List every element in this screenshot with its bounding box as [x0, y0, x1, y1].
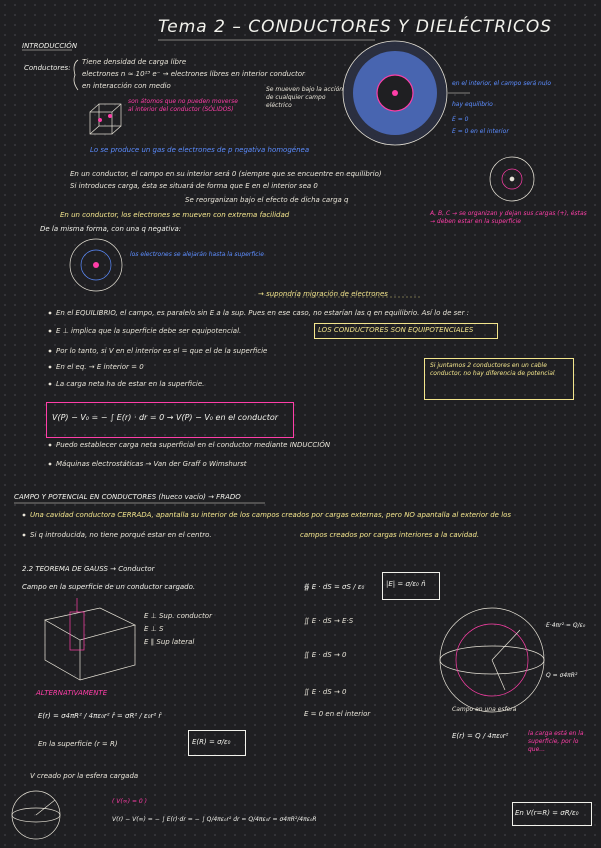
- prop-line: Máquinas electrostáticas → Van der Graff o Wimshurst: [56, 460, 247, 468]
- pink-right-note: A, B, C → se organizan y dejan sus cargas (+), éstas → deben estar en la superficie: [430, 210, 587, 225]
- side-note: en el interior, el campo será nulo: [452, 80, 551, 87]
- brace: [74, 60, 78, 90]
- v-box-formula: En V(r=R) = σR/ε₀: [515, 809, 579, 817]
- intro-note-right: Se mueven bajo la acción de cualquier campo eléctrico: [266, 86, 344, 109]
- campo-line: campos creados por cargas interiores a la cavidad.: [300, 531, 480, 539]
- campo-line: Una cavidad conductora CERRADA, apantalla su interior de los campos creados por cargas externas, pero NO apantalla al exterior de los: [30, 511, 512, 519]
- side-note: E = 0 en el interior: [452, 128, 509, 135]
- side-note: E = 0: [452, 116, 469, 123]
- alt-formula: E(r) = σ4πR² / 4πε₀r² r̂ = σR² / ε₀r² r̂: [38, 712, 162, 720]
- equipotential-text: LOS CONDUCTORES SON EQUIPOTENCIALES: [318, 326, 474, 334]
- sphere-formula: E·4πr² = Q/ε₀: [546, 622, 586, 629]
- conductores-label: Conductores:: [24, 64, 71, 72]
- intro-line: electrones n ≈ 10²³ e⁻ → electrones libres en interior conductor: [82, 70, 305, 78]
- v-inf: ( V(∞) = 0 ): [112, 798, 147, 805]
- eq-line: En un conductor, los electrones se mueven con extrema facilidad: [60, 211, 290, 219]
- e-field-formula: |E| = σ/ε₀ n̂: [386, 580, 426, 588]
- intro-line: en interacción con medio: [82, 82, 171, 90]
- gauss-heading: 2.2 TEOREMA DE GAUSS → Conductor: [22, 565, 155, 573]
- alt-heading: ALTERNATIVAMENTE: [36, 689, 108, 697]
- prop-line: E ⊥ implica que la superficie debe ser equipotencial.: [56, 327, 242, 335]
- migration-note: → supondría migración de electrones: [258, 290, 388, 298]
- eq-line: De la misma forma, con una q negativa:: [40, 225, 182, 233]
- formula: V(P) − V₀ = − ∫ E(r) · dr = 0 → V(P) − V₀ en el conductor: [52, 413, 279, 422]
- intro-heading: INTRODUCCIÓN: [22, 42, 78, 50]
- v-heading: V creado por la esfera cargada: [30, 772, 139, 780]
- sphere-bottom-sketch: [12, 791, 60, 839]
- gauss-formula: ∬ E · dS → E·S: [304, 617, 354, 625]
- gauss-sphere-sketch: [440, 608, 544, 712]
- er-formula: E(r) = Q / 4πε₀r²: [452, 732, 509, 740]
- prop-line: En el EQUILIBRIO, el campo, es paralelo sin E a la sup. Pues en ese caso, no estarían las q en equilibrio. Así lo de ser :: [56, 309, 470, 317]
- campo-esfera-label: Campo en una esfera: [452, 706, 517, 713]
- gauss-formula: ∬ E · dS → 0: [304, 688, 347, 696]
- side-note: hay equilibrio: [452, 101, 493, 108]
- gauss-formula: ∯ E · dS = σS / ε₀: [304, 583, 365, 591]
- pink-note: la carga está en la superficie, por lo que...: [528, 730, 584, 753]
- gauss-prop: E ⊥ S: [144, 625, 164, 633]
- campo-heading: CAMPO Y POTENCIAL EN CONDUCTORES (hueco vacío) → FRADO: [14, 493, 241, 501]
- eq-line: Si introduces carga, ésta se situará de forma que E en el interior sea 0: [70, 182, 318, 190]
- alt-box-formula: E(R) = σ/ε₀: [192, 738, 231, 746]
- charged-sphere-figure: [343, 41, 470, 145]
- gauss-formula: ∬ E · dS → 0: [304, 651, 347, 659]
- intro-line: Tiene densidad de carga libre: [82, 58, 187, 66]
- gauss-formula: E = 0 en el interior: [304, 710, 371, 718]
- small-sphere-figure: [490, 157, 534, 201]
- prop-line: La carga neta ha de estar en la superficie.: [56, 380, 205, 388]
- cube-sketch: [90, 104, 121, 134]
- sphere-formula: Q = σ4πR²: [546, 672, 578, 679]
- yellow-note: Si juntamos 2 conductores en un cable conductor, no hay diferencia de potencial: [430, 362, 555, 377]
- alt-line: En la superficie (r = R): [38, 740, 118, 748]
- eq-line: Se reorganizan bajo el efecto de dicha carga q: [185, 196, 349, 204]
- gauss-prop: E ∥ Sup lateral: [144, 638, 195, 646]
- prop-line: Por lo tanto, si V en el interior es el = que el de la superficie: [56, 347, 268, 355]
- gauss-prop: E ⊥ Sup. conductor: [144, 612, 212, 620]
- prop-line: Puedo establecer carga neta superficial en el conductor mediante INDUCCIÓN: [56, 441, 331, 449]
- gauss-cylinder-sketch: [45, 598, 135, 680]
- campo-line: Si q introducida, no tiene porqué estar en el centro.: [30, 531, 212, 539]
- prop-line: En el eq. → E interior = 0: [56, 363, 144, 371]
- blue-circle-note: los electrones se alejarán hasta la superficie: [130, 251, 264, 258]
- gas-line: Lo se produce un gas de electrones de p negativa homogénea: [90, 146, 310, 154]
- gauss-sub: Campo en la superficie de un conductor cargado.: [22, 583, 196, 591]
- eq-line: En un conductor, el campo en su interior será 0 (siempre que se encuentre en equilibrio): [70, 170, 382, 178]
- page-title: Tema 2 – CONDUCTORES Y DIELÉCTRICOS: [158, 17, 553, 37]
- negative-charge-figure: [70, 239, 122, 291]
- intro-note-pink: son átomos que no pueden moverse al interior del conductor (SÓLIDOS): [128, 98, 238, 113]
- v-formula: V(r) − V(∞) = − ∫ E(r)·dr = − ∫ Q/4πε₀r² dr = Q/4πε₀r = σ4πR²/4πε₀R: [112, 816, 317, 823]
